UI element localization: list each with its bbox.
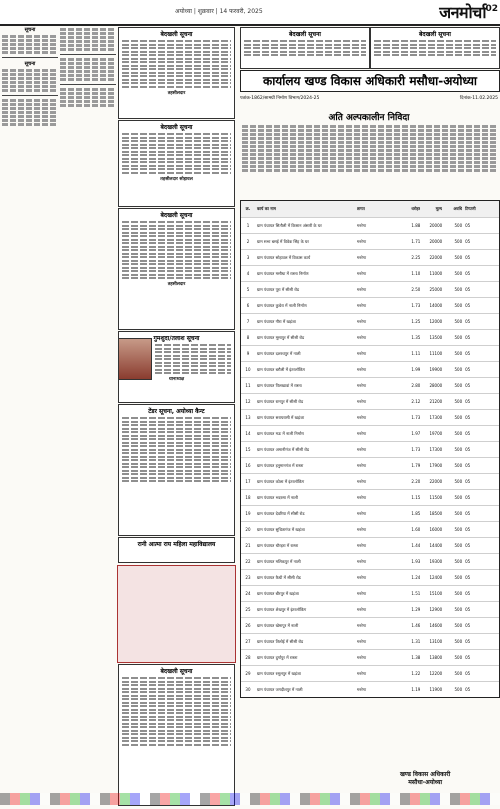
table-cell: ग्राम पंचायत कैथी में सीसी रोड — [256, 574, 301, 580]
table-cell: 26 — [245, 623, 251, 628]
table-cell: 05 — [465, 271, 471, 276]
table-cell: 500 — [454, 591, 463, 596]
table-cell: 28000 — [429, 383, 443, 388]
eviction-notice-top-right: बेदखली सूचना — [370, 27, 500, 69]
table-cell: 10 — [245, 367, 251, 372]
table-cell: मनरेगा — [356, 606, 367, 612]
table-cell: 05 — [465, 319, 471, 324]
table-cell: ग्राम पंचायत सुचितागंज में खड़ंजा — [256, 526, 305, 532]
table-cell: ग्राम पंचायत अमानीगंज में सीसी रोड — [256, 446, 310, 452]
table-cell: 1.29 — [411, 607, 421, 612]
missing-person-notice: गुमशुदा/तलाश सूचना थानाध्यक्ष — [118, 331, 235, 403]
table-cell: 11100 — [429, 351, 443, 356]
table-cell: 500 — [454, 623, 463, 628]
table-cell: 500 — [454, 399, 463, 404]
table-cell: 25 — [245, 607, 251, 612]
table-cell: 11500 — [429, 495, 443, 500]
eviction-notice-3: बेदखली सूचना तहसीलदार — [118, 208, 235, 330]
table-row — [241, 265, 499, 281]
table-cell: 20000 — [429, 223, 443, 228]
table-cell: 500 — [454, 319, 463, 324]
table-cell: 28 — [245, 655, 251, 660]
signature-text: खण्ड विकास अधिकारी मसौधा-अयोध्या — [400, 771, 451, 786]
table-cell: 11000 — [429, 271, 443, 276]
table-cell: 1.46 — [411, 623, 421, 628]
table-cell: 500 — [454, 255, 463, 260]
table-cell: 1.79 — [411, 463, 421, 468]
table-cell: 21200 — [429, 399, 443, 404]
table-cell: मनरेगा — [356, 670, 367, 676]
table-cell: ग्राम पंचायत पूरा में सीसी रोड — [256, 286, 300, 292]
table-cell: 1.60 — [411, 527, 421, 532]
table-header-row: क्र. कार्य का नाम लागत धरोहर मूल्य अवधि टिप्पणी — [241, 201, 499, 217]
table-cell: 1.38 — [411, 655, 421, 660]
table-cell: 13500 — [429, 335, 443, 340]
table-cell: 18500 — [429, 511, 443, 516]
table-cell: 12 — [245, 399, 251, 404]
office-title: कार्यालय खण्ड विकास अधिकारी मसौधा-अयोध्या — [240, 70, 500, 92]
table-cell: मनरेगा — [356, 654, 367, 660]
table-cell: 2.12 — [411, 399, 421, 404]
table-cell: ग्राम पंचायत देवरिया में सीसी रोड — [256, 510, 305, 516]
table-cell: 500 — [454, 687, 463, 692]
table-cell: मनरेगा — [356, 526, 367, 532]
table-cell: 05 — [465, 303, 471, 308]
table-cell: 500 — [454, 239, 463, 244]
table-row — [241, 297, 499, 313]
table-cell: 1.99 — [411, 367, 421, 372]
table-cell: 6 — [246, 303, 250, 308]
table-cell: 12000 — [429, 319, 443, 324]
table-cell: मनरेगा — [356, 462, 367, 468]
table-cell: 05 — [465, 415, 471, 420]
table-cell: मनरेगा — [356, 478, 367, 484]
table-cell: 1.71 — [411, 239, 421, 244]
table-cell: ग्राम पंचायत मलिकपुर में नाली — [256, 558, 301, 564]
table-row — [241, 409, 499, 425]
table-cell: मनरेगा — [356, 510, 367, 516]
table-cell: 500 — [454, 543, 463, 548]
table-cell: 500 — [454, 303, 463, 308]
table-cell: 500 — [454, 415, 463, 420]
table-cell: 12900 — [429, 607, 443, 612]
table-row — [241, 393, 499, 409]
table-cell: 05 — [465, 287, 471, 292]
table-cell: मनरेगा — [356, 270, 367, 276]
table-row — [241, 665, 499, 681]
table-cell: 1.73 — [411, 415, 421, 420]
table-cell: 2 — [246, 239, 250, 244]
table-cell: 500 — [454, 351, 463, 356]
table-cell: 1.19 — [411, 687, 421, 692]
table-cell: 05 — [465, 463, 471, 468]
table-cell: 1.31 — [411, 639, 421, 644]
table-cell: 5 — [246, 287, 250, 292]
table-row — [241, 345, 499, 361]
table-cell: 500 — [454, 607, 463, 612]
table-cell: मनरेगा — [356, 350, 367, 356]
table-cell: 15100 — [429, 591, 443, 596]
issue-meta: अयोध्या | शुक्रवार | 14 फरवरी, 2025 — [175, 8, 263, 15]
notice-meta — [240, 95, 498, 101]
table-cell: 17300 — [429, 447, 443, 452]
table-cell: 17900 — [429, 463, 443, 468]
table-cell: ग्राम पंचायत मसौधा में रास्ता निर्माण — [256, 270, 309, 276]
table-row — [241, 361, 499, 377]
table-cell: 500 — [454, 223, 463, 228]
table-cell: ग्राम पंचायत शेखपुर में इंटरलॉकिंग — [256, 606, 307, 612]
table-cell: 12400 — [429, 575, 443, 580]
college-notice: रानी आत्मा राय महिला महाविद्यालय — [118, 537, 235, 563]
table-cell: मनरेगा — [356, 542, 367, 548]
table-cell: 05 — [465, 431, 471, 436]
table-cell: 05 — [465, 495, 471, 500]
table-cell: 16000 — [429, 527, 443, 532]
table-cell: 1.10 — [411, 271, 421, 276]
table-cell: ग्राम पंचायत बरौली में इंटरलॉकिंग — [256, 366, 305, 372]
table-row — [241, 633, 499, 649]
table-cell: मनरेगा — [356, 398, 367, 404]
table-cell: 500 — [454, 511, 463, 516]
table-cell: ग्राम पंचायत भदरसा में नाली — [256, 494, 298, 500]
table-row — [241, 521, 499, 537]
table-cell: 1.97 — [411, 431, 421, 436]
table-cell: 11 — [245, 383, 251, 388]
table-cell: 14 — [245, 431, 251, 436]
table-cell: 3 — [246, 255, 250, 260]
table-cell: 500 — [454, 367, 463, 372]
table-cell: ग्राम पंचायत तिलोई में सीसी रोड — [256, 638, 304, 644]
page-number: 02 — [485, 4, 498, 14]
table-cell: ग्राम पंचायत मूसापुर में सीसी रोड — [256, 334, 305, 340]
table-cell: मनरेगा — [356, 366, 367, 372]
table-cell: 500 — [454, 527, 463, 532]
table-cell: 05 — [465, 687, 471, 692]
table-cell: ग्राम सभा बसई में विवेक सिंह के घर — [256, 238, 309, 244]
table-cell: 05 — [465, 335, 471, 340]
table-cell: मनरेगा — [356, 382, 367, 388]
table-cell: 13800 — [429, 655, 443, 660]
table-cell: 24 — [245, 591, 251, 596]
table-row — [241, 505, 499, 521]
table-cell: 25000 — [429, 287, 443, 292]
table-cell: 13100 — [429, 639, 443, 644]
table-row — [241, 601, 499, 617]
signature-block — [400, 770, 450, 786]
table-cell: 500 — [454, 575, 463, 580]
tender-table — [240, 200, 500, 698]
table-cell: 05 — [465, 223, 471, 228]
table-cell: 1.22 — [411, 671, 421, 676]
table-cell: 05 — [465, 591, 471, 596]
table-cell: 500 — [454, 639, 463, 644]
table-cell: 05 — [465, 351, 471, 356]
table-cell: 1 — [246, 223, 250, 228]
table-cell: ग्राम पंचायत कुचेरा में नाली निर्माण — [256, 302, 307, 308]
table-cell: मनरेगा — [356, 574, 367, 580]
table-row — [241, 553, 499, 569]
table-cell: 2.20 — [411, 479, 421, 484]
table-cell: 1.44 — [411, 543, 421, 548]
table-cell: 05 — [465, 607, 471, 612]
table-cell: 9 — [246, 351, 250, 356]
table-cell: 2.50 — [411, 287, 421, 292]
table-row — [241, 569, 499, 585]
missing-person-photo — [118, 338, 152, 380]
eviction-notice-4: बेदखली सूचना — [118, 664, 235, 806]
table-cell: 05 — [465, 399, 471, 404]
table-cell: 2.80 — [411, 383, 421, 388]
table-cell: 1.51 — [411, 591, 421, 596]
masthead-logo: जनमोर्चा — [439, 3, 486, 22]
table-cell: 500 — [454, 287, 463, 292]
table-cell: ग्राम पंचायत जगदीशपुर में नाली — [256, 686, 303, 692]
table-cell: 1.25 — [411, 319, 421, 324]
table-row — [241, 649, 499, 665]
table-cell: 05 — [465, 623, 471, 628]
table-cell: 13 — [245, 415, 251, 420]
table-cell: 1.73 — [411, 303, 421, 308]
table-cell: 17300 — [429, 415, 443, 420]
table-row — [241, 217, 499, 233]
table-cell: ग्राम पंचायत सितौली में किसान अंसारी के घर — [256, 222, 322, 228]
table-cell: 500 — [454, 655, 463, 660]
table-cell: 30 — [245, 687, 251, 692]
table-cell: ग्राम पंचायत कोला में इंटरलॉकिंग — [256, 478, 305, 484]
table-cell: मनरेगा — [356, 430, 367, 436]
table-cell: ग्राम पंचायत रामपुर में सीसी रोड — [256, 398, 304, 404]
table-cell: मनरेगा — [356, 494, 367, 500]
table-row — [241, 233, 499, 249]
table-cell: 27 — [245, 639, 251, 644]
table-cell: मनरेगा — [356, 254, 367, 260]
table-cell: 21 — [245, 543, 251, 548]
table-cell: मनरेगा — [356, 414, 367, 420]
table-cell: 14000 — [429, 303, 443, 308]
notice-body — [242, 124, 496, 194]
table-row — [241, 681, 499, 697]
table-cell: 1.85 — [411, 511, 421, 516]
notice-date: दिनांक-11.02.2025 — [459, 96, 498, 101]
table-cell: 05 — [465, 543, 471, 548]
table-cell: 05 — [465, 655, 471, 660]
table-cell: 14600 — [429, 623, 443, 628]
table-cell: 500 — [454, 479, 463, 484]
table-cell: ग्राम पंचायत हनुमानगंज में रास्ता — [256, 462, 304, 468]
table-cell: मनरेगा — [356, 446, 367, 452]
letter-number: पत्रांक-1862/सामग्री निर्माण विभाग/2024-25 — [240, 96, 320, 101]
table-cell: 500 — [454, 271, 463, 276]
table-cell: 500 — [454, 495, 463, 500]
table-row — [241, 441, 499, 457]
table-cell: 1.93 — [411, 559, 421, 564]
table-cell: 05 — [465, 511, 471, 516]
table-cell: 16 — [245, 463, 251, 468]
table-cell: ग्राम पंचायत पिलखावां में रास्ता — [256, 382, 302, 388]
table-cell: 17 — [245, 479, 251, 484]
table-row — [241, 457, 499, 473]
table-cell: मनरेगा — [356, 590, 367, 596]
table-cell: मनरेगा — [356, 238, 367, 244]
table-cell: 05 — [465, 639, 471, 644]
table-cell: 18 — [245, 495, 251, 500]
table-cell: 05 — [465, 255, 471, 260]
table-row — [241, 329, 499, 345]
table-row — [241, 425, 499, 441]
table-cell: 05 — [465, 575, 471, 580]
table-row — [241, 489, 499, 505]
table-cell: 1.73 — [411, 447, 421, 452]
table-cell: 19 — [245, 511, 251, 516]
table-cell: 500 — [454, 463, 463, 468]
table-cell: 05 — [465, 367, 471, 372]
table-cell: ग्राम पंचायत सरायरासी में खड़ंजा — [256, 414, 305, 420]
table-row — [241, 537, 499, 553]
eviction-notice-1: बेदखली सूचना तहसीलदार — [118, 27, 235, 119]
table-cell: 2.25 — [411, 255, 421, 260]
table-cell: 500 — [454, 559, 463, 564]
table-cell: ग्राम पंचायत दुर्गापुर में रास्ता — [256, 654, 298, 660]
table-cell: मनरेगा — [356, 302, 367, 308]
table-cell: मनरेगा — [356, 638, 367, 644]
table-row — [241, 249, 499, 265]
table-cell: 05 — [465, 479, 471, 484]
table-cell: 20000 — [429, 239, 443, 244]
table-cell: 05 — [465, 239, 471, 244]
table-cell: 8 — [246, 335, 250, 340]
table-cell: 23 — [245, 575, 251, 580]
table-cell: 500 — [454, 335, 463, 340]
table-cell: 500 — [454, 383, 463, 388]
table-cell: 05 — [465, 671, 471, 676]
table-cell: ग्राम पंचायत धौरहरा में रास्ता — [256, 542, 299, 548]
table-cell: मनरेगा — [356, 686, 367, 692]
table-row — [241, 617, 499, 633]
table-row — [241, 473, 499, 489]
table-cell: 05 — [465, 559, 471, 564]
table-cell: 05 — [465, 383, 471, 388]
table-cell: 12200 — [429, 671, 443, 676]
table-cell: 19300 — [429, 559, 443, 564]
table-cell: 22000 — [429, 255, 443, 260]
table-cell: 05 — [465, 527, 471, 532]
table-cell: ग्राम पंचायत खेमापुर में नाली — [256, 622, 299, 628]
table-cell: ग्राम पंचायत रसूलपुर में खड़ंजा — [256, 670, 301, 676]
table-cell: ग्राम पंचायत बीरपुर में खड़ंजा — [256, 590, 299, 596]
table-cell: मनरेगा — [356, 558, 367, 564]
classified-column-1: सूचना सूचना — [2, 27, 58, 787]
table-cell: 11900 — [429, 687, 443, 692]
table-cell: 05 — [465, 447, 471, 452]
admission-ad — [117, 565, 236, 663]
table-row — [241, 585, 499, 601]
table-row — [241, 281, 499, 297]
table-cell: 22 — [245, 559, 251, 564]
table-cell: 22000 — [429, 479, 443, 484]
table-cell: 19900 — [429, 367, 443, 372]
classified-column-2 — [60, 27, 116, 787]
table-cell: ग्राम पंचायत गौरा में खड़ंजा — [256, 318, 296, 324]
registration-marks — [0, 793, 500, 805]
table-cell: 14400 — [429, 543, 443, 548]
table-cell: ग्राम पंचायत मऊ में नाली निर्माण — [256, 430, 304, 436]
table-cell: 1.88 — [411, 223, 421, 228]
table-cell: मनरेगा — [356, 318, 367, 324]
table-cell: ग्राम पंचायत सोहावल में विकास कार्य — [256, 254, 311, 260]
table-row — [241, 377, 499, 393]
table-cell: 15 — [245, 447, 251, 452]
table-cell: 1.11 — [411, 351, 421, 356]
table-cell: 1.15 — [411, 495, 421, 500]
table-cell: ग्राम पंचायत दशरथपुर में नाली — [256, 350, 301, 356]
newspaper-header — [0, 0, 500, 26]
eviction-notice-top-left: बेदखली सूचना — [240, 27, 370, 69]
table-cell: 500 — [454, 447, 463, 452]
table-cell: 7 — [246, 319, 250, 324]
table-cell: 500 — [454, 671, 463, 676]
table-cell: मनरेगा — [356, 334, 367, 340]
table-cell: मनरेगा — [356, 286, 367, 292]
table-cell: 1.35 — [411, 335, 421, 340]
tender-notice: टेंडर सूचना, अयोध्या कैन्ट — [118, 404, 235, 536]
table-cell: 29 — [245, 671, 251, 676]
table-cell: 500 — [454, 431, 463, 436]
table-cell: 19700 — [429, 431, 443, 436]
table-cell: मनरेगा — [356, 222, 367, 228]
table-cell: 1.24 — [411, 575, 421, 580]
table-cell: 20 — [245, 527, 251, 532]
table-cell: मनरेगा — [356, 622, 367, 628]
table-row — [241, 313, 499, 329]
eviction-notice-2: बेदखली सूचना तहसीलदार सोहावल — [118, 120, 235, 207]
notice-title: अति अल्पकालीन निविदा — [328, 113, 410, 123]
table-cell: 4 — [246, 271, 250, 276]
